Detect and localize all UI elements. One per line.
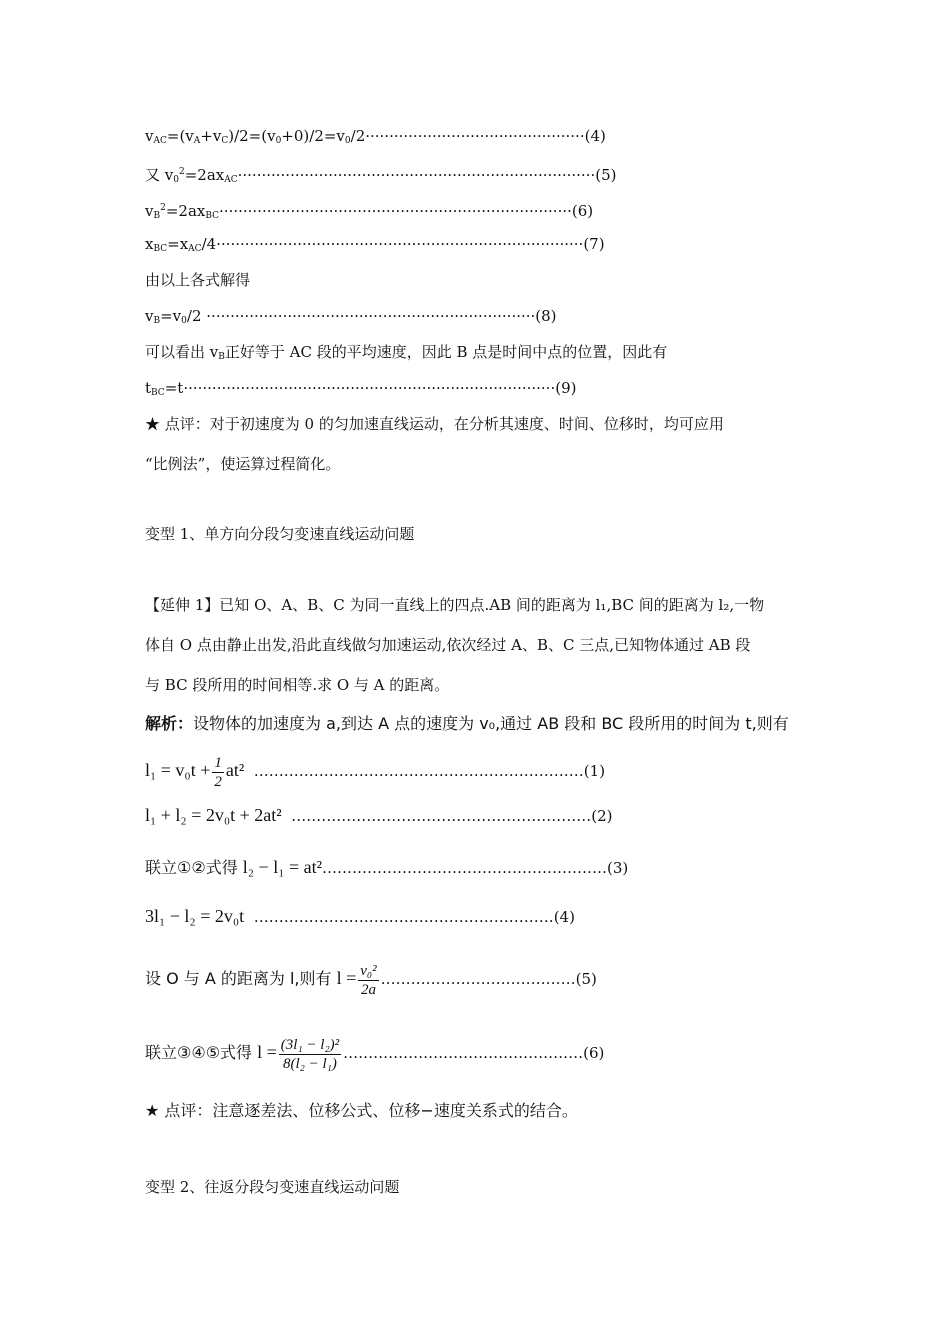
solution-intro: 解析：设物体的加速度为 a,到达 A 点的速度为 v₀,通过 AB 段和 BC 段所用的时间为 t,则有	[145, 714, 789, 733]
equation-line-6: $v_B^2=2ax_{BC}\cdot\cdot\cdot\cdot\cdot\cdot\cdot\cdot\cdot\cdot\cdot\cdot\cdot\cdot\cdot\cdot\cdot\cdot\cdot\cdot\cdot\cdot\cdot\cdot\cdot\cdot\cdot\cdot\cdot\cdot\cdot\cdot\cdot\cdot\cdot\cdot\cdot\cdot\cdot\cdot\cdot\cdot\cdot\cdot\cdot\cdot\cdot\cdot\cdot\cdot\cdot\cdot\cdot\cdot\cdot\cdot\cdot\cdot\cdot\cdot\cdot\cdot\cdot\cdot\cdot\cdot\cdot\cdot\cdot\cdot\cdot\cdot\cdot\cdot(6)$	[145, 202, 594, 221]
formula-line-3: 联立①②式得 l₂ − l₁ = at²…………………………………………………(3)	[145, 857, 629, 877]
formula-line-2: l₁ + l₂ = 2v₀t + 2at² ……………………………………………………(2)	[145, 805, 613, 825]
fraction: $\frac{1}{2}$	[214, 754, 222, 790]
comment-line-2: “比例法”，使运算过程简化。	[145, 455, 341, 473]
fraction: $\frac{\text{(3l₁ − l₂)²}}{\text{8(l₂ − l₁)}}$	[280, 1036, 340, 1072]
text-line-solve: 由以上各式解得	[145, 271, 251, 289]
formula-line-4: 3l₁ − l₂ = 2v₀t ……………………………………………………(4)	[145, 906, 575, 926]
fraction: $\frac{\text{v₀²}}{2a}$	[360, 962, 377, 998]
formula-line-1: l₁ = v₀t + $\frac{1}{2}$ at² …………………………………………………………(1)	[145, 754, 606, 790]
problem-line-3: 与 BC 段所用的时间相等.求 O 与 A 的距离。	[145, 676, 450, 694]
section-heading-variant-2: 变型 2、往返分段匀变速直线运动问题	[145, 1178, 400, 1196]
comment-line-3: ★ 点评：注意逐差法、位移公式、位移−速度关系式的结合。	[145, 1101, 578, 1120]
formula-line-6: 联立③④⑤式得 l = $\frac{\text{(3l₁ − l₂)²}}{\text{8(l₂ − l₁)}}$ …………………………………………(6)	[145, 1036, 605, 1072]
equation-line-7: $x_{BC}=x_{AC}/4\cdot\cdot\cdot\cdot\cdot\cdot\cdot\cdot\cdot\cdot\cdot\cdot\cdot\cdot\cdot\cdot\cdot\cdot\cdot\cdot\cdot\cdot\cdot\cdot\cdot\cdot\cdot\cdot\cdot\cdot\cdot\cdot\cdot\cdot\cdot\cdot\cdot\cdot\cdot\cdot\cdot\cdot\cdot\cdot\cdot\cdot\cdot\cdot\cdot\cdot\cdot\cdot\cdot\cdot\cdot\cdot\cdot\cdot\cdot\cdot\cdot\cdot\cdot\cdot\cdot\cdot\cdot\cdot\cdot\cdot\cdot\cdot\cdot\cdot\cdot\cdot\cdot(7)$	[145, 235, 605, 254]
problem-line-2: 体自 O 点由静止出发,沿此直线做匀加速运动,依次经过 A、B、C 三点,已知物体通过 AB 段	[145, 636, 751, 654]
comment-line-1: ★ 点评：对于初速度为 0 的匀加速直线运动，在分析其速度、时间、位移时，均可应用	[145, 415, 724, 433]
equation-line-5: 又 $v_0^2=2ax_{AC}\cdot\cdot\cdot\cdot\cdot\cdot\cdot\cdot\cdot\cdot\cdot\cdot\cdot\cdot\cdot\cdot\cdot\cdot\cdot\cdot\cdot\cdot\cdot\cdot\cdot\cdot\cdot\cdot\cdot\cdot\cdot\cdot\cdot\cdot\cdot\cdot\cdot\cdot\cdot\cdot\cdot\cdot\cdot\cdot\cdot\cdot\cdot\cdot\cdot\cdot\cdot\cdot\cdot\cdot\cdot\cdot\cdot\cdot\cdot\cdot\cdot\cdot\cdot\cdot\cdot\cdot\cdot\cdot\cdot\cdot\cdot\cdot\cdot\cdot\cdot(5)$	[145, 166, 617, 185]
equation-line-8: $v_B=v_0/2 \cdot\cdot\cdot\cdot\cdot\cdot\cdot\cdot\cdot\cdot\cdot\cdot\cdot\cdot\cdot\cdot\cdot\cdot\cdot\cdot\cdot\cdot\cdot\cdot\cdot\cdot\cdot\cdot\cdot\cdot\cdot\cdot\cdot\cdot\cdot\cdot\cdot\cdot\cdot\cdot\cdot\cdot\cdot\cdot\cdot\cdot\cdot\cdot\cdot\cdot\cdot\cdot\cdot\cdot\cdot\cdot\cdot\cdot\cdot\cdot\cdot\cdot\cdot\cdot\cdot\cdot\cdot\cdot\cdot(8)$	[145, 307, 557, 326]
equation-line-9: $t_{BC}=t\cdot\cdot\cdot\cdot\cdot\cdot\cdot\cdot\cdot\cdot\cdot\cdot\cdot\cdot\cdot\cdot\cdot\cdot\cdot\cdot\cdot\cdot\cdot\cdot\cdot\cdot\cdot\cdot\cdot\cdot\cdot\cdot\cdot\cdot\cdot\cdot\cdot\cdot\cdot\cdot\cdot\cdot\cdot\cdot\cdot\cdot\cdot\cdot\cdot\cdot\cdot\cdot\cdot\cdot\cdot\cdot\cdot\cdot\cdot\cdot\cdot\cdot\cdot\cdot\cdot\cdot\cdot\cdot\cdot\cdot\cdot\cdot\cdot\cdot\cdot\cdot\cdot\cdot(9)$	[145, 379, 577, 398]
formula-line-5: 设 O 与 A 的距离为 l,则有 l = $\frac{\text{v₀²}}{2a}$ …………………………………(5)	[145, 962, 597, 998]
section-heading-variant-1: 变型 1、单方向分段匀变速直线运动问题	[145, 525, 415, 543]
text-line-conclusion: 可以看出 $v_B$正好等于 AC 段的平均速度，因此 B 点是时间中点的位置，因此有	[145, 343, 668, 362]
equation-line-4: $v_{AC}=(v_A+v_C)/2=(v_0+0)/2=v_0/2\cdot\cdot\cdot\cdot\cdot\cdot\cdot\cdot\cdot\cdot\cdot\cdot\cdot\cdot\cdot\cdot\cdot\cdot\cdot\cdot\cdot\cdot\cdot\cdot\cdot\cdot\cdot\cdot\cdot\cdot\cdot\cdot\cdot\cdot\cdot\cdot\cdot\cdot\cdot\cdot\cdot\cdot\cdot\cdot\cdot\cdot(4)$	[145, 127, 606, 146]
problem-line-1: 【延伸 1】已知 O、A、B、C 为同一直线上的四点.AB 间的距离为 l₁,BC 间的距离为 l₂,一物	[145, 596, 765, 614]
